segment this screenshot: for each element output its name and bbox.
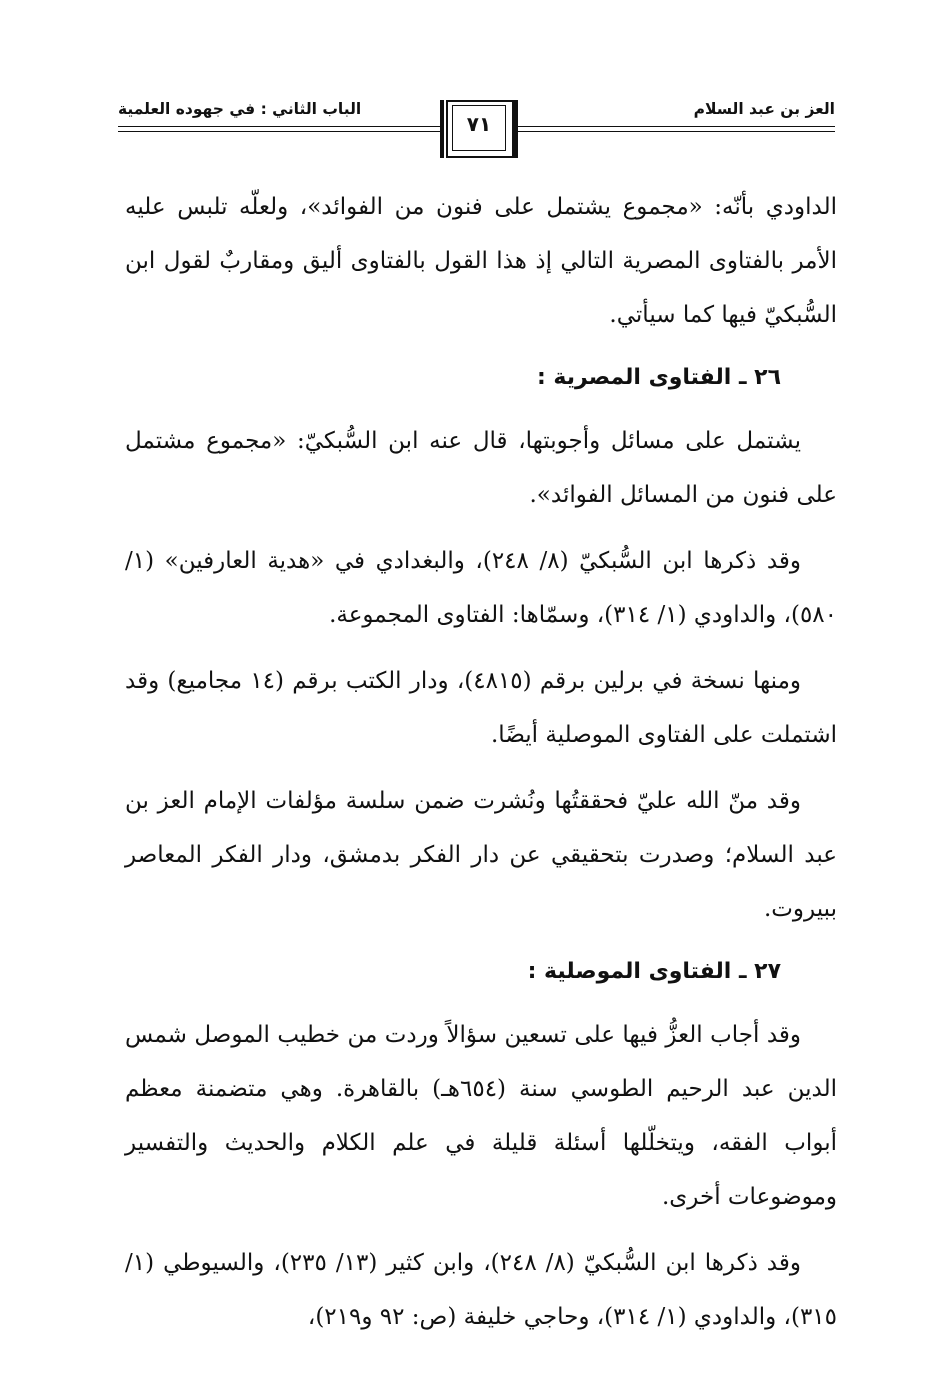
body-paragraph: وقد أجاب العزُّ فيها على تسعين سؤالاً وردت من خطيب الموصل شمس الدين عبد الرحيم الطوسي سنة (٦٥٤هـ) بالقاهرة. وهي متضمنة معظم أبواب الفقه، ويتخلّلها أسئلة قليلة في علم الكلام والحديث والتفسير وموضوعات أخرى. (125, 1022, 837, 1210)
body-paragraph: وقد ذكرها ابن السُّبكيّ (٨/ ٢٤٨)، والبغدادي في «هدية العارفين» (١/ ٥٨٠)، والداودي (١/ ٣١٤)، وسمّاها: الفتاوى المجموعة. (125, 548, 837, 628)
body-paragraph: وقد ذكرها ابن السُّبكيّ (٨/ ٢٤٨)، وابن كثير (١٣/ ٢٣٥)، والسيوطي (١/ ٣١٥)، والداودي (١/ ٣١٤)، وحاجي خليفة (ص: ٩٢ و٢١٩)، (125, 1250, 837, 1330)
body-paragraph: الداودي بأنّه: «مجموع يشتمل على فنون من الفوائد»، ولعلّه تلبس عليه الأمر بالفتاوى المصرية التالي إذ هذا القول بالفتاوى أليق ومقاربٌ لقول ابن السُّبكيّ فيها كما سيأتي. (125, 194, 837, 328)
header-book-title: العز بن عبد السلام (693, 100, 835, 118)
body-paragraph: يشتمل على مسائل وأجوبتها، قال عنه ابن السُّبكيّ: «مجموع مشتمل على فنون من المسائل الفوائد». (125, 428, 837, 508)
section-heading: ٢٦ ـ الفتاوى المصرية : (536, 365, 781, 390)
frame-post-left (440, 100, 444, 158)
page-number-frame (440, 100, 518, 158)
header-chapter-title: الباب الثاني : في جهوده العلمية (118, 100, 362, 118)
running-header (118, 96, 835, 164)
section-heading: ٢٧ ـ الفتاوى الموصلية : (527, 959, 781, 984)
frame-post-right (514, 100, 518, 158)
body-paragraph: وقد منّ الله عليّ فحققتُها ونُشرت ضمن سلسة مؤلفات الإمام العز بن عبد السلام؛ وصدرت بتحقيقي عن دار الفكر بدمشق، ودار الفكر المعاصر ببيروت. (125, 788, 837, 922)
body-paragraph: ومنها نسخة في برلين برقم (٤٨١٥)، ودار الكتب برقم (١٤ مجاميع) وقد اشتملت على الفتاوى الموصلية أيضًا. (125, 668, 837, 748)
page-number: ٧١ (466, 112, 492, 136)
page-body (125, 180, 837, 1356)
